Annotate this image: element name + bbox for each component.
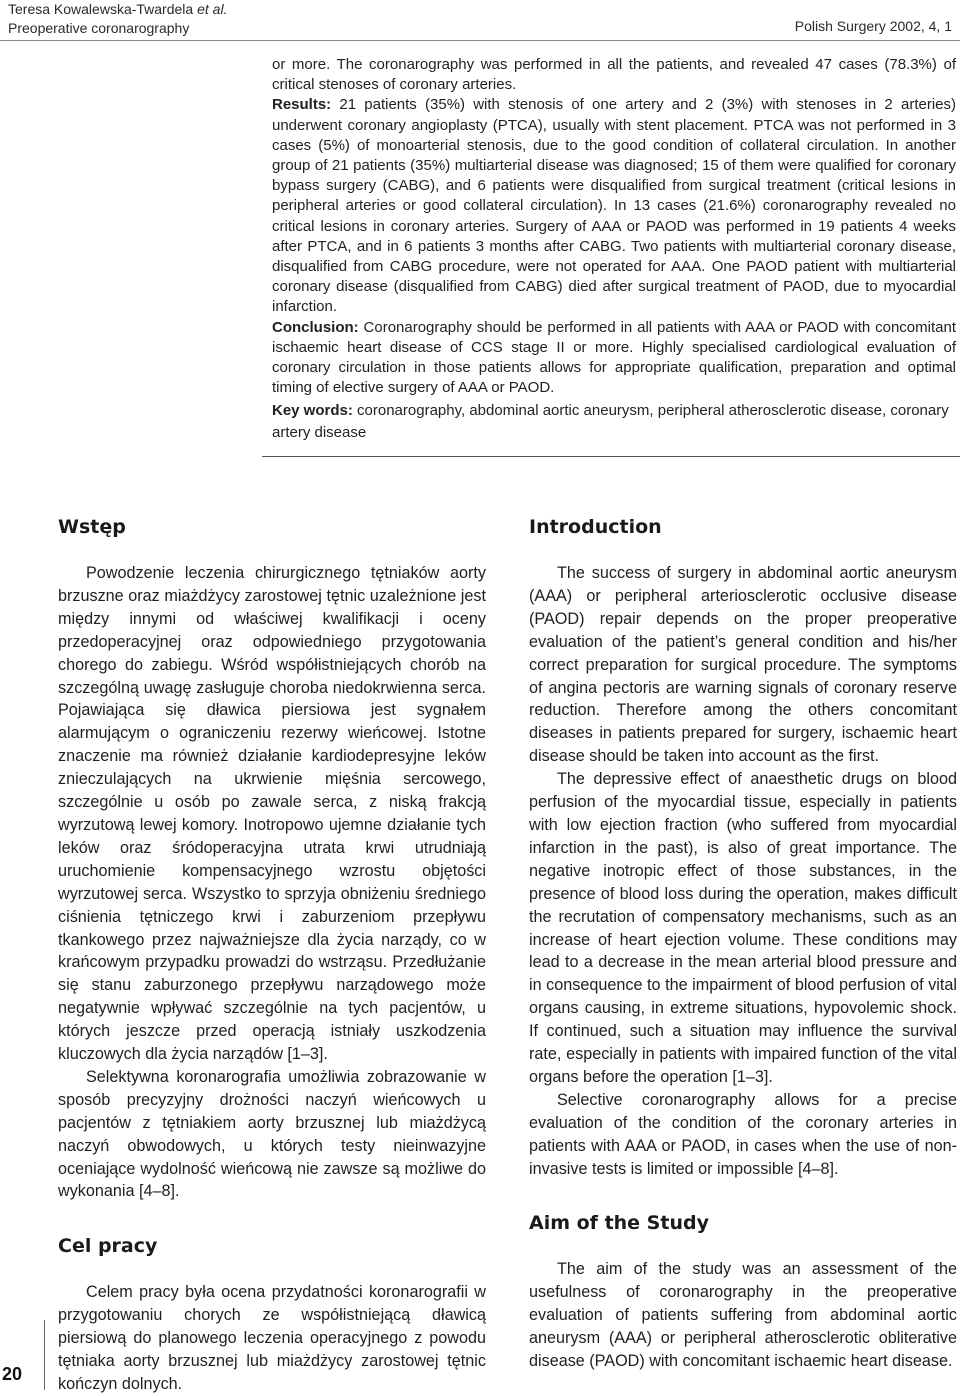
- results-label: Results:: [272, 96, 332, 114]
- polish-column: [58, 512, 486, 1396]
- keywords-text: coronarography, abdominal aortic aneurysm, peripheral atherosclerotic disease, coronary artery disease: [272, 402, 949, 441]
- keywords-divider: [262, 456, 960, 457]
- polish-aim-body: [58, 1281, 486, 1396]
- header-authors: [8, 0, 227, 19]
- journal-citation: Polish Surgery 2002, 4, 1: [794, 18, 952, 34]
- header-divider: [0, 40, 960, 41]
- english-column: [529, 512, 957, 1373]
- english-intro-paragraph-3: Selective coronarography allows for a precise evaluation of the condition of the coronary arteries in patients with AAA or PAOD, in cases when the use of non-invasive tests is limited or impossible [4–8].: [529, 1090, 957, 1178]
- keywords-label: Key words:: [272, 402, 353, 419]
- english-intro-body: [529, 562, 957, 1180]
- section-title-introduction: Introduction: [529, 516, 662, 538]
- abstract-paragraph-methods-end: or more. The coronarography was performed in all the patients, and revealed 47 cases (78.3%) of critical stenoses of coronary arteries.: [272, 56, 956, 94]
- conclusion-label: Conclusion:: [272, 318, 359, 336]
- running-header-left: [8, 0, 227, 38]
- section-title-aim-of-the-study: Aim of the Study: [529, 1212, 709, 1235]
- abstract-conclusion: [272, 318, 956, 399]
- english-aim-body: [529, 1258, 957, 1373]
- et-al: et al.: [197, 1, 228, 17]
- section-title-cel-pracy: Cel pracy: [58, 1235, 158, 1258]
- results-text: 21 patients (35%) with stenosis of one artery and 2 (3%) with stenoses in 2 arteries) underwent coronary angioplasty (PTCA), usually with stent placement. PTCA was not performed in 3 cases (5%) of monoarterial stenosis, due to the good condition of collateral circulation. In another group of 21 patients (35%) multiarterial disease was diagnosed; 15 of them were qualified for coronary bypass surgery (CABG), and 6 patients were disqualified from surgical treatment (critical lesions in peripheral arteries or good collateral circulation). In 13 cases (21.6%) coronarography revealed no critical lesions in coronary arteries. Surgery of AAA or PAOD was performed in 19 patients 4 weeks after PTCA, and in 6 patients 3 months after CABG. Two patients with multiarterial coronary disease, disqualified from CABG procedure, were not operated for AAA. One PAOD patient with multiarterial coronary disease (disqualified from CABG) died after surgical treatment of PAOD, due to myocardial infarction.: [272, 96, 956, 316]
- polish-aim-paragraph: Celem pracy była ocena przydatności koronarografii w przygotowaniu chorych ze współistniejącą dławicą piersiową do planowego leczenia operacyjnego z powodu tętniaka aorty brzusznej lub miażdżycy zarostowej tętnic kończyn dolnych.: [58, 1283, 486, 1393]
- polish-intro-body: [58, 562, 486, 1203]
- page-number: 20: [2, 1364, 23, 1384]
- section-title-wstep: Wstęp: [58, 516, 126, 538]
- page-margin-rule: [44, 1320, 45, 1390]
- polish-intro-paragraph-2: Selektywna koronarografia umożliwia zobrazowanie w sposób precyzyjny drożności naczyń wieńcowych u pacjentów z tętniakiem aorty brzusznej lub miażdżycą naczyń obwodowych, u których testy nieinwazyjne oceniające wydolność wieńcową nie zawsze są możliwe do wykonania [4–8].: [58, 1067, 486, 1201]
- abstract-block: [272, 55, 956, 398]
- author-name: Teresa Kowalewska-Twardela: [8, 1, 194, 17]
- header-running-title: Preoperative coronarography: [8, 20, 190, 36]
- keywords-block: [272, 400, 956, 444]
- english-intro-paragraph-1: The success of surgery in abdominal aortic aneurysm (AAA) or peripheral arteriosclerotic occlusive disease (PAOD) repair depends on the proper preoperative evaluation of the patient’s general condition and his/her correct preparation for surgical procedure. The symptoms of angina pectoris are warning signals of coronary reserve reduction. Therefore among the others concomitant diseases in patients prepared for surgery, ischaemic heart disease should be taken into account as the first.: [529, 564, 957, 766]
- english-aim-paragraph: The aim of the study was an assessment of the usefulness of coronarography in the preoperative evaluation of patients suffering from abdominal aortic aneurysm (AAA) or peripheral atherosclerotic obliterative disease (PAOD) with concomitant ischaemic heart disease.: [529, 1260, 957, 1371]
- english-intro-paragraph-2: The depressive effect of anaesthetic drugs on blood perfusion of the myocardial tissue, especially in patients with low ejection fraction (who suffered from myocardial infarction in the past), is also of great importance. The negative inotropic effect of those substances, in the presence of blood loss during the operation, makes difficult the recrutation of compensatory mechanisms, such as an increase of heart ejection volume. These conditions may lead to a decrease in the mean arterial blood pressure and in consequence to the impairment of blood perfusion of vital organs causing, in extreme situations, hypovolemic shock. If continued, such a situation may influence the survival rate, especially in patients with impaired function of the vital organs before the operation [1–3].: [529, 770, 957, 1086]
- polish-intro-paragraph-1: Powodzenie leczenia chirurgicznego tętniaków aorty brzuszne oraz miażdżycy zarostowej tętnic uzależnione jest między innymi od właściwej kwalifikacji i oceny przedoperacyjnej oraz odpowiedniego przygotowania chorego do zabiegu. Wśród współistniejących chorób na szczególną uwagę zasługuje choroba niedokrwienna serca. Pojawiająca się dławica piersiowa jest sygnałem alarmującym o ograniczeniu rezerwy wieńcowej. Istotne znaczenie ma również działanie kardiodepresyjne leków znieczulających na ukrwienie mięśnia sercowego, szczególnie u osób po zawale serca, z niską frakcją wyrzutową lewej komory. Inotropowo ujemne działanie tych leków oraz śródoperacyjna utrata krwi utrudniają uruchomienie kompensacyjnego wzrostu objętości wyrzutowej serca. Wszystko to sprzyja obniżeniu średniego ciśnienia tętniczego krwi i zaburzeniom przepływu tkankowego przez najważniejsze dla życia narządy, co w krańcowym przypadku prowadzi do wstrząsu. Przedłużanie się stanu zaburzonego przepływu narządowego może negatywnie wpływać szczególnie na tych pacjentów, u których jeszcze przed operacją istniały uszkodzenia kluczowych dla życia narządów [1–3].: [58, 564, 486, 1064]
- abstract-results: [272, 95, 956, 317]
- conclusion-text: Coronarography should be performed in all patients with AAA or PAOD with concomitant ischaemic heart disease of CCS stage II or more. Highly specialised cardiological evaluation of coronary circulation in those patients allows for appropriate qualification, preparation and optimal timing of elective surgery of AAA or PAOD.: [272, 318, 956, 397]
